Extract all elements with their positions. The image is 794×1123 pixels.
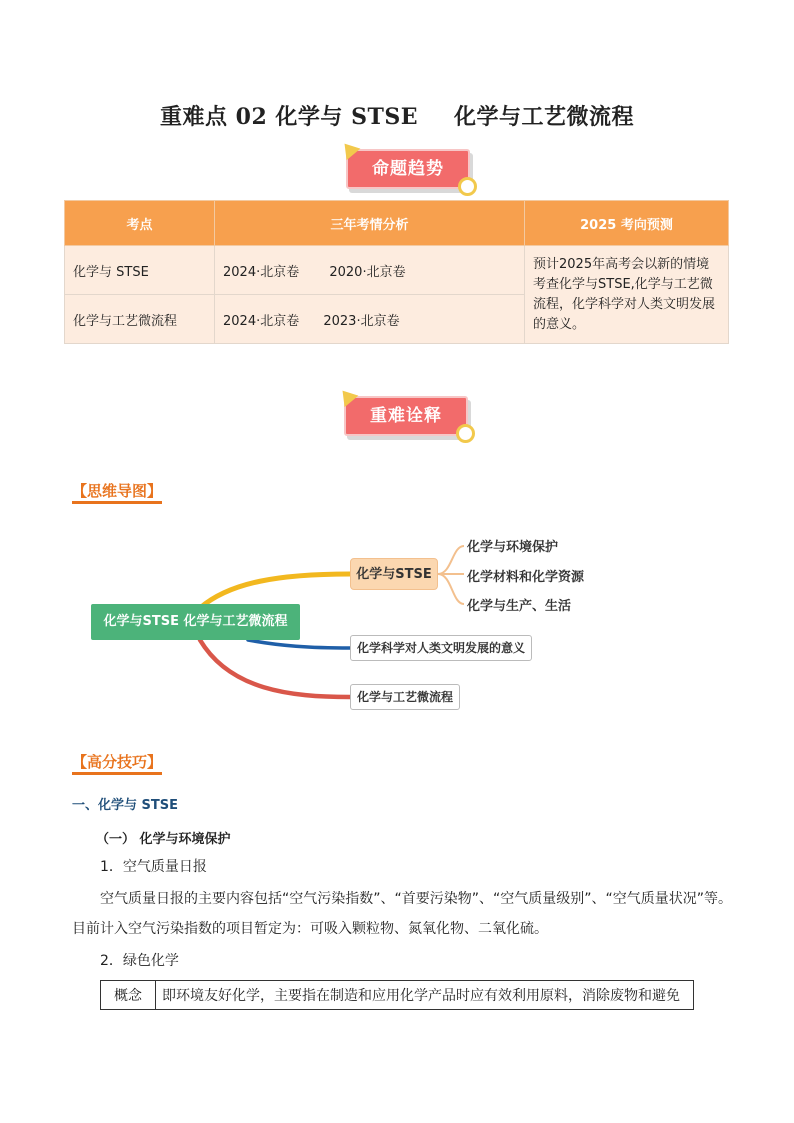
item-green-chemistry: 2．绿色化学 xyxy=(100,953,179,969)
mindmap-branch-stse: 化学与STSE xyxy=(350,558,438,590)
year-entry: 2023·北京卷 xyxy=(323,313,400,329)
item-air-quality: 1．空气质量日报 xyxy=(100,859,207,875)
title-part1: 重难点 02 化学与 STSE xyxy=(159,104,418,130)
section-skills: 【高分技巧】 xyxy=(72,751,162,772)
table-row xyxy=(101,981,694,1010)
mindmap-leaf: 化学材料和化学资源 xyxy=(467,570,585,585)
paragraph-line: 空气质量日报的主要内容包括“空气污染指数”、“首要污染物”、“空气质量级别”、“空气质量状况”等。 xyxy=(100,891,733,907)
header-topic: 考点 xyxy=(65,201,215,246)
mindmap-branch-civil: 化学科学对人类文明发展的意义 xyxy=(350,635,532,661)
row-topic: 化学与工艺微流程 xyxy=(65,295,215,344)
badge-explain-label: 重难诠释 xyxy=(370,406,442,426)
row-topic: 化学与 STSE xyxy=(65,246,215,295)
badge-trend-label: 命题趋势 xyxy=(372,159,444,179)
mindmap-leaf: 化学与环境保护 xyxy=(467,540,559,555)
heading-environment: （一） 化学与环境保护 xyxy=(96,832,231,847)
title-part2: 化学与工艺微流程 xyxy=(454,104,635,130)
connector-stse xyxy=(200,574,350,608)
header-analysis: 三年考情分析 xyxy=(215,201,525,246)
mindmap-root: 化学与STSE 化学与工艺微流程 xyxy=(91,604,300,640)
connector-civil xyxy=(248,640,350,648)
mindmap-branch-process: 化学与工艺微流程 xyxy=(350,684,460,710)
connector-leaf-3 xyxy=(438,574,464,604)
heading-stse: 一、化学与 STSE xyxy=(72,798,178,813)
year-entry: 2020·北京卷 xyxy=(329,264,406,280)
paragraph-line: 目前计入空气污染指数的项目暂定为：可吸入颗粒物、氮氧化物、二氧化硫。 xyxy=(72,921,548,937)
year-entry: 2024·北京卷 xyxy=(223,313,300,329)
year-entry: 2024·北京卷 xyxy=(223,264,300,280)
header-forecast: 2025 考向预测 xyxy=(525,201,729,246)
mindmap-leaf: 化学与生产、生活 xyxy=(467,599,572,614)
forecast-text: 预计2025年高考会以新的情境考查化学与STSE,化学与工艺微流程，化学科学对人类文明发展的意义。 xyxy=(525,246,729,344)
concept-text: 即环境友好化学，主要指在制造和应用化学产品时应有效利用原料，消除废物和避免 xyxy=(156,981,694,1010)
connector-leaf-1 xyxy=(438,546,464,574)
concept-label: 概念 xyxy=(101,981,156,1010)
concept-table xyxy=(100,980,694,1010)
section-mindmap: 【思维导图】 xyxy=(72,480,162,501)
